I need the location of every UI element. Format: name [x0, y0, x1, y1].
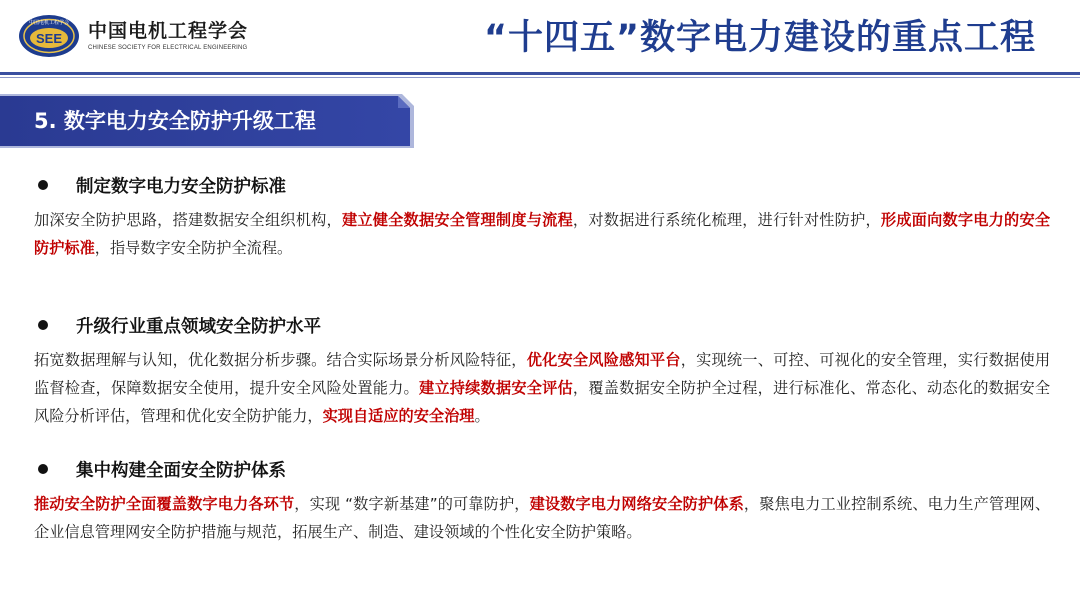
- logo-english-name: CHINESE SOCIETY FOR ELECTRICAL ENGINEERING: [88, 44, 248, 51]
- highlight-text: 建立健全数据安全管理制度与流程: [341, 211, 573, 229]
- header-divider: [0, 72, 1080, 75]
- content-item: [34, 172, 1050, 262]
- paragraph-text: 加深安全防护思路，搭建数据安全组织机构，: [34, 211, 342, 229]
- paragraph-text: ，聚焦电力工业控制系统、电力生产管理网、企业信息管理网安全防护措施与规范，拓展生产、制造、建设领域的个性化安全防护策略。: [34, 495, 1051, 541]
- section-title: 5. 数字电力安全防护升级工程: [34, 109, 316, 133]
- slide-header: [0, 0, 1080, 78]
- item-title: 集中构建全面安全防护体系: [76, 460, 286, 481]
- bullet-icon: [38, 180, 48, 190]
- item-paragraph: [34, 346, 1050, 430]
- content-item: [34, 312, 1050, 430]
- page-title: “十四五”数字电力建设的重点工程: [483, 18, 1036, 58]
- content-item: [34, 456, 1050, 546]
- item-title: 升级行业重点领域安全防护水平: [76, 316, 321, 337]
- logo-badge-text: SEE: [35, 31, 63, 46]
- highlight-text: 建设数字电力网络安全防护体系: [529, 495, 744, 513]
- item-title: 制定数字电力安全防护标准: [76, 176, 286, 197]
- bullet-icon: [38, 464, 48, 474]
- see-emblem: [18, 14, 80, 58]
- highlight-text: 优化安全风险感知平台: [526, 351, 681, 369]
- bullet-icon: [38, 320, 48, 330]
- paragraph-text: ，实现统一、可控、可视化的安全管理，实行数据使用监督检查，保障数据安全使用，提升安全风险处置能力。: [34, 351, 1051, 397]
- highlight-text: 实现自适应的安全治理: [322, 407, 475, 425]
- society-logo: [18, 14, 248, 58]
- logo-arc-text: 中国电机工程学会: [28, 20, 70, 26]
- paragraph-text: ，对数据进行系统化梳理，进行针对性防护，: [572, 211, 881, 229]
- logo-chinese-name: 中国电机工程学会: [88, 19, 249, 42]
- item-paragraph: [34, 206, 1050, 262]
- paragraph-text: 拓宽数据理解与认知，优化数据分析步骤。结合实际场景分析风险特征，: [34, 351, 527, 369]
- highlight-text: 建立持续数据安全评估: [418, 379, 573, 397]
- highlight-text: 推动安全防护全面覆盖数字电力各环节: [34, 495, 295, 513]
- paragraph-text: ，指导数字安全防护全流程。: [94, 239, 293, 257]
- highlight-text: 形成面向数字电力的安全防护标准: [34, 211, 1051, 257]
- paragraph-text: ，实现 “数字新基建”的可靠防护，: [294, 495, 530, 513]
- header-divider-thin: [0, 77, 1080, 78]
- item-paragraph: [34, 490, 1050, 546]
- section-banner: [0, 94, 416, 148]
- paragraph-text: 。: [474, 407, 490, 425]
- paragraph-text: ，覆盖数据安全防护全过程，进行标准化、常态化、动态化的数据安全风险分析评估，管理和优化安全防护能力，: [34, 379, 1051, 425]
